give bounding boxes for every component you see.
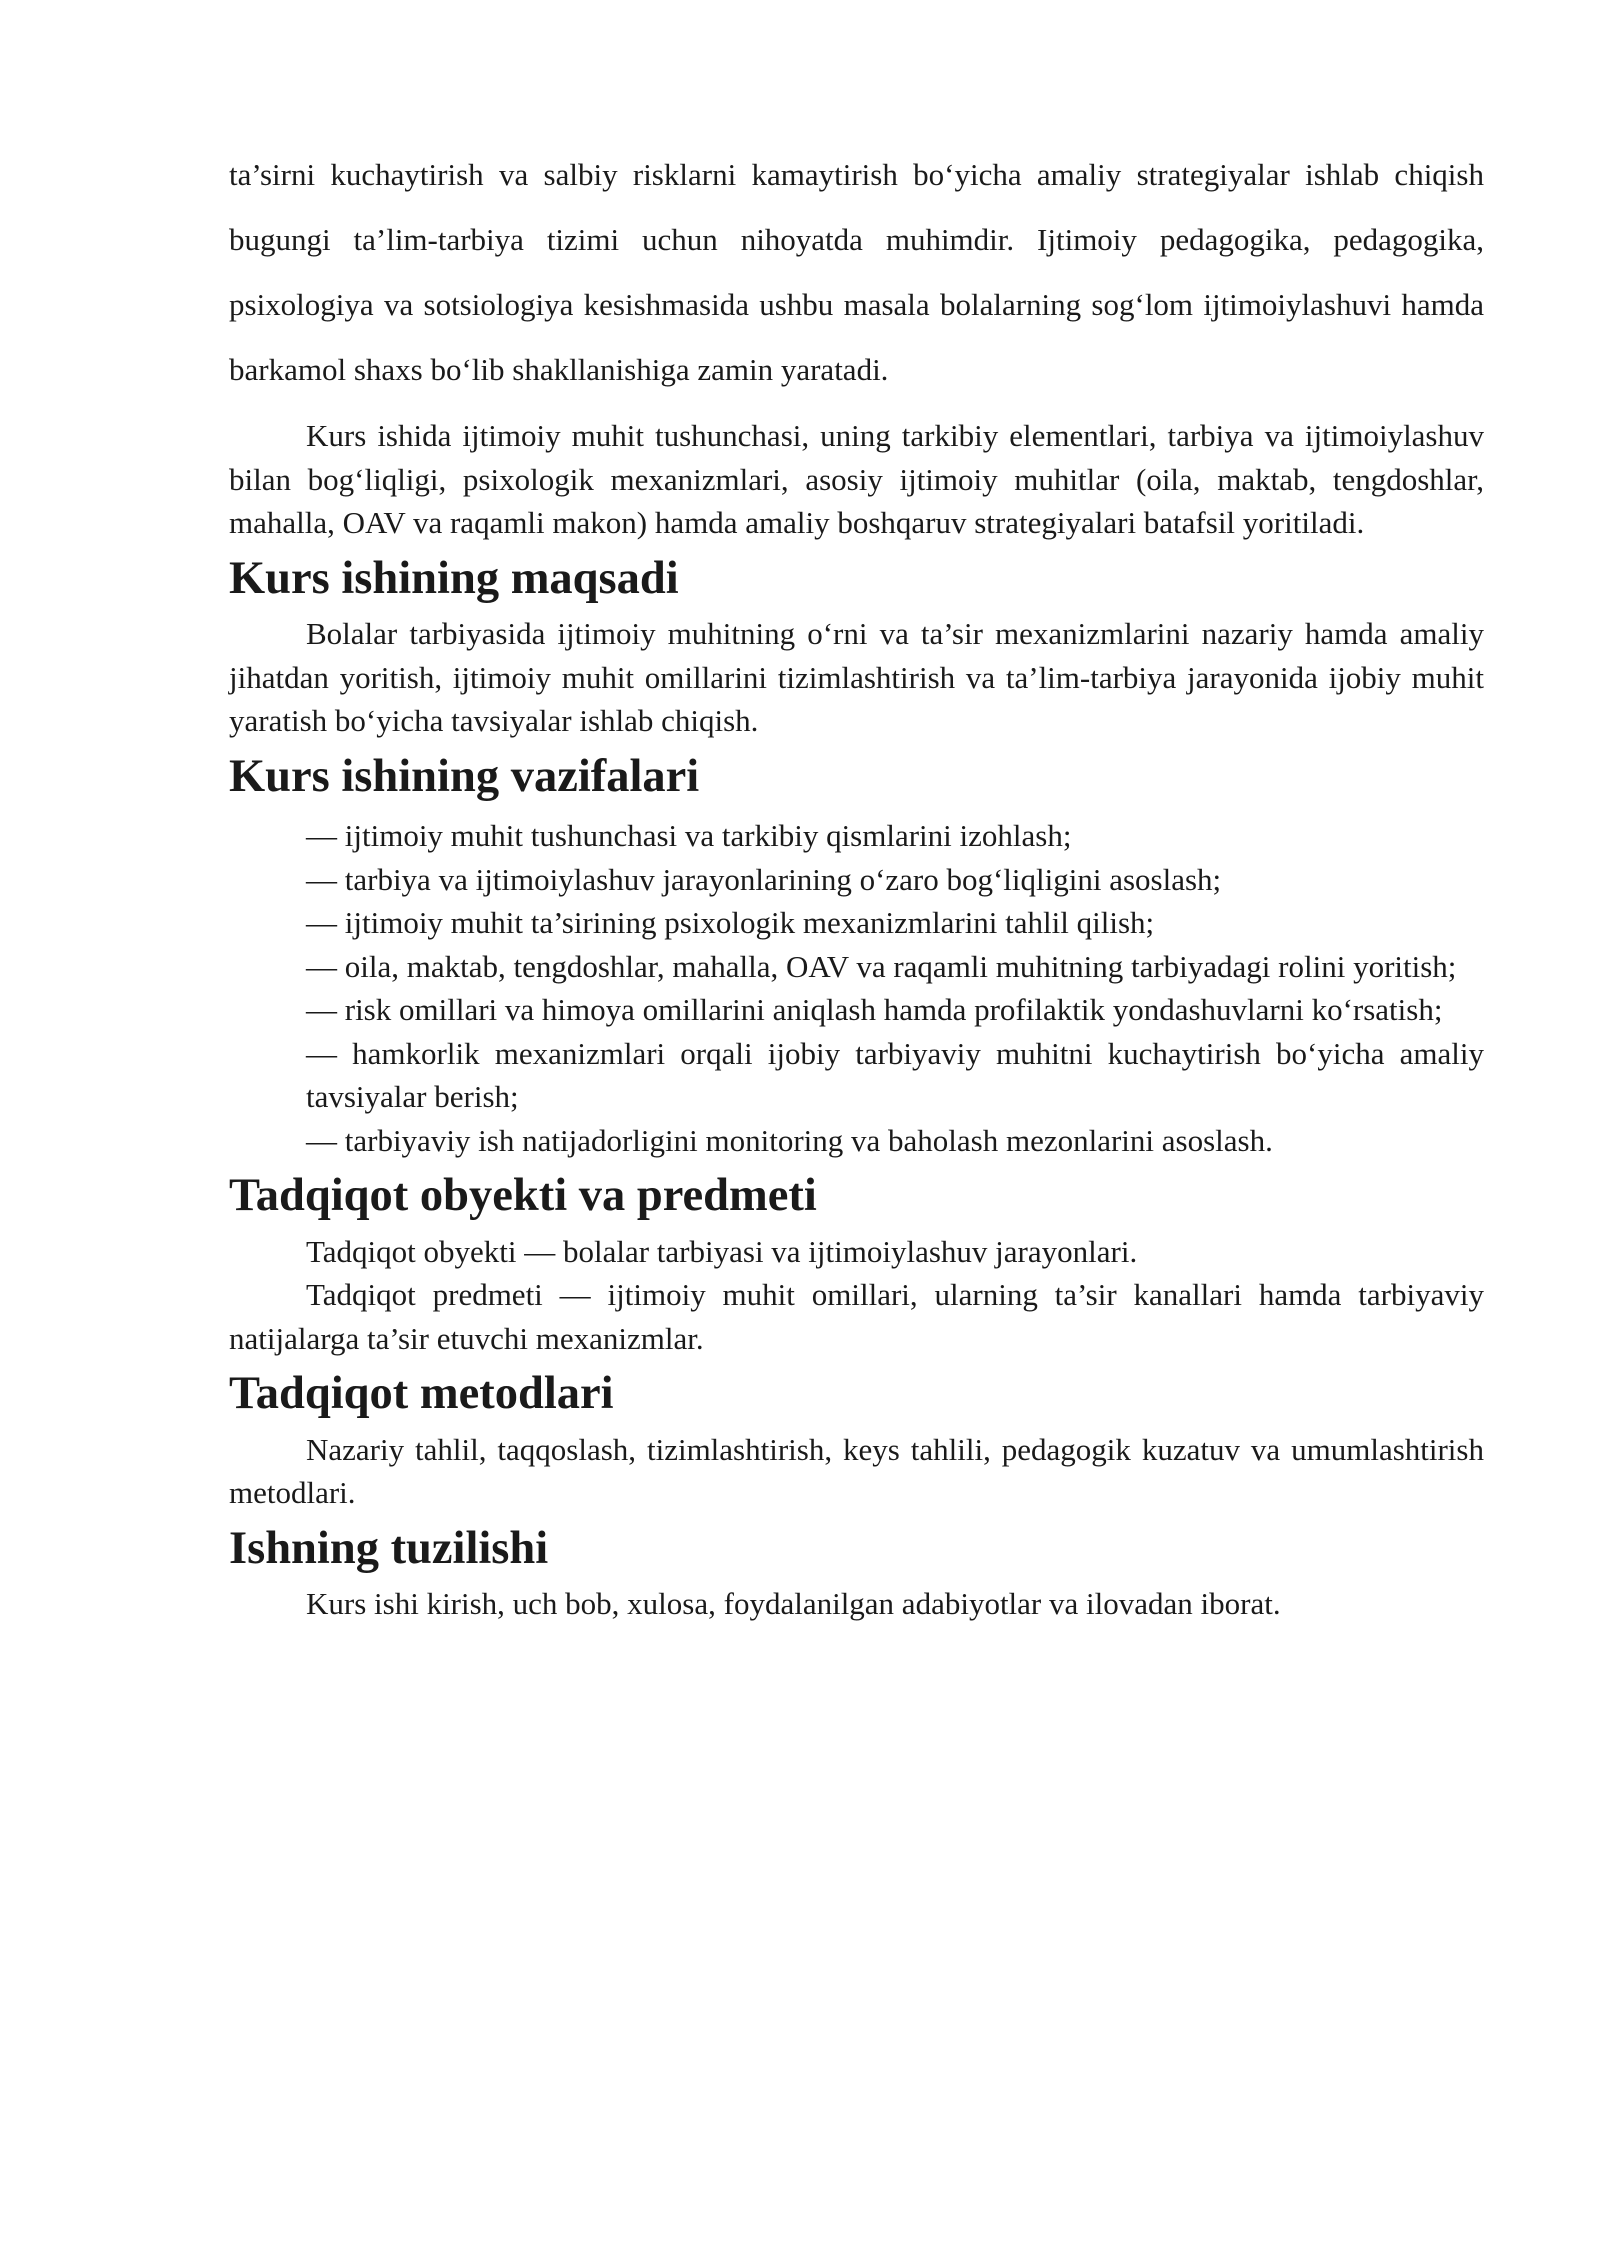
document-page — [229, 142, 1484, 1626]
methods-paragraph: Nazariy tahlil, taqqoslash, tizimlashtirish, keys tahlili, pedagogik kuzatuv va umumlashtirish metodlari. — [229, 1431, 1484, 1510]
tasks-heading: Kurs ishining vazifalari — [229, 750, 700, 802]
intro-paragraph: ta’sirni kuchaytirish va salbiy risklarni kamaytirish bo‘yicha amaliy strategiyalar ishlab chiqish bugungi ta’lim-tarbiya tizimi uchun nihoyatda muhimdir. Ijtimoiy pedagogika, pedagogika, psixologiya va sotsiologiya kesishmasida ushbu masala bolalarning sog‘lom ijtimoiylashuvi hamda barkamol shaxs bo‘lib shakllanishiga zamin yaratadi. — [229, 157, 1484, 387]
research-object-paragraph: Tadqiqot obyekti — bolalar tarbiyasi va ijtimoiylashuv jarayonlari. — [306, 1233, 1138, 1269]
list-item: — tarbiya va ijtimoiylashuv jarayonlarining o‘zaro bog‘liqligini asoslash; — [306, 861, 1222, 897]
list-item: — oila, maktab, tengdoshlar, mahalla, OAV va raqamli muhitning tarbiyadagi rolini yoritish; — [306, 948, 1457, 984]
goal-paragraph: Bolalar tarbiyasida ijtimoiy muhitning o‘rni va ta’sir mexanizmlarini nazariy hamda amaliy jihatdan yoritish, ijtimoiy muhit omillarini tizimlashtirish va ta’lim-tarbiya jarayonida ijobiy muhit yaratish bo‘yicha tavsiyalar ishlab chiqish. — [229, 616, 1484, 738]
object-subject-heading: Tadqiqot obyekti va predmeti — [229, 1170, 817, 1221]
intro-section — [229, 142, 1484, 402]
course-overview-paragraph: Kurs ishida ijtimoiy muhit tushunchasi, uning tarkibiy elementlari, tarbiya va ijtimoiylashuv bilan bog‘liqligi, psixologik mexanizmlari, asosiy ijtimoiy muhitlar (oila, maktab, tengdoshlar, mahalla, OAV va raqamli makon) hamda amaliy boshqaruv strategiyalari batafsil yoritiladi. — [229, 418, 1484, 540]
list-item: — hamkorlik mexanizmlari orqali ijobiy tarbiyaviy muhitni kuchaytirish bo‘yicha amaliy tavsiyalar berish; — [306, 1035, 1484, 1114]
structure-paragraph: Kurs ishi kirish, uch bob, xulosa, foydalanilgan adabiyotlar va ilovadan iborat. — [306, 1586, 1281, 1621]
list-item: — ijtimoiy muhit ta’sirining psixologik mexanizmlarini tahlil qilish; — [306, 905, 1155, 940]
research-subject-paragraph: Tadqiqot predmeti — ijtimoiy muhit omillari, ularning ta’sir kanallari hamda tarbiyaviy natijalarga ta’sir etuvchi mexanizmlar. — [229, 1277, 1484, 1356]
goal-heading: Kurs ishining maqsadi — [229, 552, 679, 604]
methods-heading: Tadqiqot metodlari — [229, 1368, 614, 1419]
structure-heading: Ishning tuzilishi — [229, 1522, 549, 1574]
list-item: — ijtimoiy muhit tushunchasi va tarkibiy qismlarini izohlash; — [306, 818, 1072, 853]
list-item: — tarbiyaviy ish natijadorligini monitoring va baholash mezonlarini asoslash. — [306, 1122, 1273, 1158]
tasks-list — [229, 814, 1484, 1162]
list-item: — risk omillari va himoya omillarini aniqlash hamda profilaktik yondashuvlarni ko‘rsatish; — [306, 992, 1443, 1027]
